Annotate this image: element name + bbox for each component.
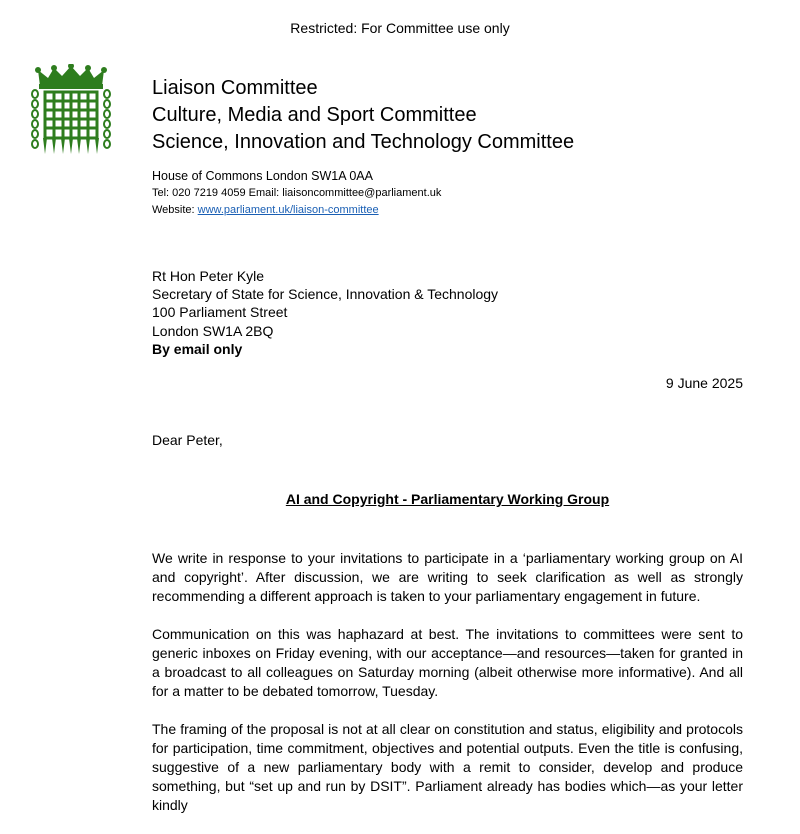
recipient-name: Rt Hon Peter Kyle (152, 268, 265, 284)
body-paragraph: We write in response to your invitations to participate in a ‘parliamentary working group on AI and copyright’. After discussion, we are writing to seek clarification as well as strongly recommending a different approach is taken to your parliamentary engagement in future. (152, 550, 743, 604)
letter-subject: AI and Copyright - Parliamentary Working Group (285, 491, 610, 507)
portcullis-crown-icon (30, 64, 112, 156)
recipient-street: 100 Parliament Street (152, 304, 288, 321)
committee-name: Liaison Committee (152, 77, 318, 99)
postal-address: House of Commons London SW1A 0AA (152, 169, 373, 183)
website-line (152, 202, 441, 219)
recipient-title: Secretary of State for Science, Innovation & Technology (152, 286, 499, 303)
body-paragraph: Communication on this was haphazard at best. The invitations to committees were sent to generic inboxes on Friday evening, with our acceptance—and resources—taken for granted in a broadcast to all colleagues on Saturday morning (albeit otherwise more informative). And all for a matter to be debated tomorrow, Tuesday. (152, 626, 743, 699)
body-paragraph: The framing of the proposal is not at all clear on constitution and status, eligibility and protocols for participation, time commitment, objectives and potential outputs. Even the title is confusing, suggestive of a new parliamentary body with a remit to consider, develop and produce something, but “set up and run by DSIT”. Parliament already has bodies which—as your letter kindly (152, 721, 743, 813)
committee-address (152, 168, 441, 219)
website-label: Website: (152, 204, 198, 216)
letter-date: 9 June 2025 (665, 375, 743, 391)
website-link[interactable]: www.parliament.uk/liaison-committee (197, 204, 379, 216)
salutation: Dear Peter, (152, 432, 223, 448)
recipient-block (152, 267, 498, 358)
letter-body (152, 549, 743, 834)
delivery-note: By email only (152, 340, 243, 357)
contact-details: Tel: 020 7219 4059 Email: liaisoncommittee@parliament.uk (152, 187, 442, 199)
committee-name: Science, Innovation and Technology Committee (152, 131, 575, 153)
committee-names (152, 75, 574, 156)
restricted-notice: Restricted: For Committee use only (290, 20, 510, 36)
committee-name: Culture, Media and Sport Committee (152, 104, 477, 126)
recipient-city: London SW1A 2BQ (152, 322, 274, 339)
